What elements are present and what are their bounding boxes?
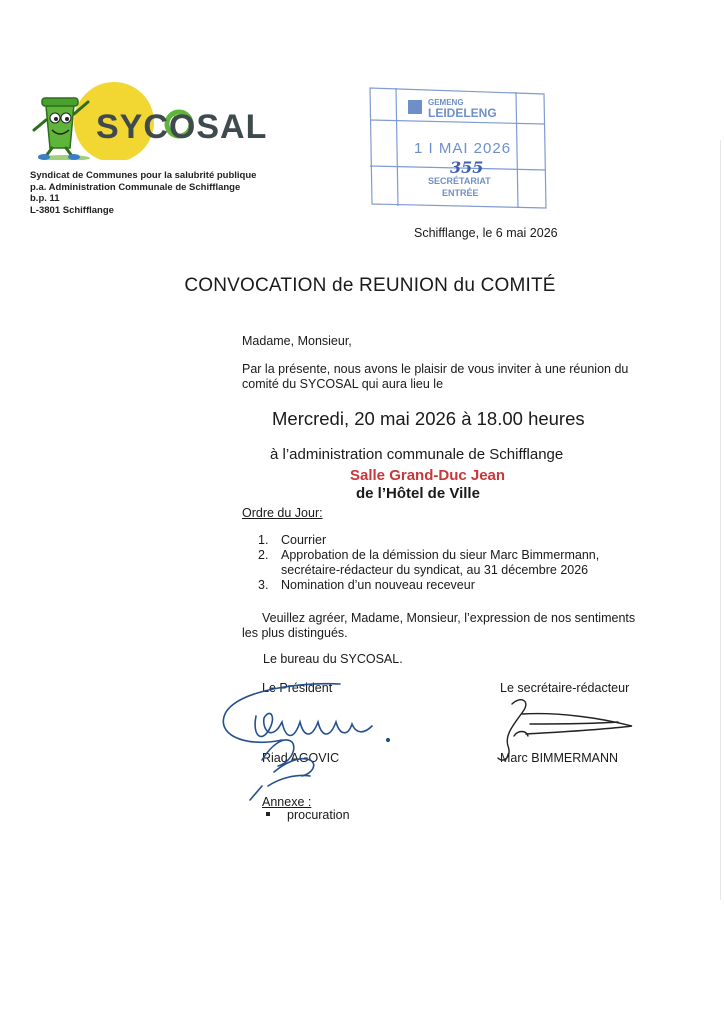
salutation: Madame, Monsieur, <box>242 334 352 348</box>
secretary-title: Le secrétaire-rédacteur <box>500 681 630 695</box>
stamp-date: 1 I MAI 2026 <box>414 140 512 157</box>
meeting-building: de l’Hôtel de Ville <box>356 485 480 502</box>
stamp-line: ENTRÉE <box>442 188 479 198</box>
president-name: Riad AGOVIC <box>262 751 340 765</box>
sender-line: b.p. 11 <box>30 193 60 204</box>
agenda-item-text: secrétaire-rédacteur du syndicat, au 31 décembre 2026 <box>281 563 589 577</box>
signoff: Le bureau du SYCOSAL. <box>263 652 403 666</box>
intro-paragraph <box>242 362 628 392</box>
sender-line: Syndicat de Communes pour la salubrité publique <box>30 170 257 181</box>
intro-line: Par la présente, nous avons le plaisir de vous inviter à une réunion du <box>242 362 629 376</box>
annex-item-text: procuration <box>287 808 350 822</box>
agenda-item-number: 3. <box>258 578 269 592</box>
reception-stamp <box>366 84 550 214</box>
agenda-item-number: 2. <box>258 548 269 562</box>
agenda-item <box>258 533 599 548</box>
stamp-line: LEIDELENG <box>428 106 497 120</box>
intro-line: comité du SYCOSAL qui aura lieu le <box>242 377 444 391</box>
stamp-line: SECRÉTARIAT <box>428 176 491 186</box>
agenda-item <box>258 548 599 578</box>
sender-line: p.a. Administration Communale de Schifflange <box>30 181 241 193</box>
agenda-item-text: Nomination d’un nouveau receveur <box>281 578 475 592</box>
agenda-item-text: Courrier <box>281 533 327 547</box>
meeting-room: Salle Grand-Duc Jean <box>350 467 506 484</box>
bullet-icon <box>266 812 270 816</box>
secretary-name: Marc BIMMERMANN <box>500 751 619 765</box>
meeting-place: à l’administration communale de Schifflange <box>270 446 564 463</box>
closing-paragraph <box>242 611 635 641</box>
letter-date: Schifflange, le 6 mai 2026 <box>414 226 558 240</box>
stamp-number: 355 <box>450 158 484 177</box>
agenda-item <box>258 578 599 593</box>
logo-wordmark: SYCOSAL <box>96 108 268 146</box>
closing-line: Veuillez agréer, Madame, Monsieur, l’expression de nos sentiments <box>262 611 636 625</box>
stamp-line: GEMENG <box>428 98 464 107</box>
scan-edge-divider <box>720 140 721 900</box>
document-title: CONVOCATION de REUNION du COMITÉ <box>184 275 556 296</box>
agenda-heading: Ordre du Jour: <box>242 506 323 520</box>
sender-address <box>30 170 256 216</box>
sender-line: L-3801 Schifflange <box>30 204 114 216</box>
annex-item <box>266 808 350 822</box>
president-title: Le Président <box>262 681 333 695</box>
agenda-list <box>258 533 599 593</box>
president-signature-icon <box>223 684 389 800</box>
closing-line: les plus distingués. <box>242 626 348 640</box>
meeting-datetime: Mercredi, 20 mai 2026 à 18.00 heures <box>272 408 585 429</box>
agenda-item-number: 1. <box>258 533 269 547</box>
agenda-item-text: Approbation de la démission du sieur Marc Bimmermann, <box>281 548 600 562</box>
annex-heading: Annexe : <box>262 795 312 809</box>
